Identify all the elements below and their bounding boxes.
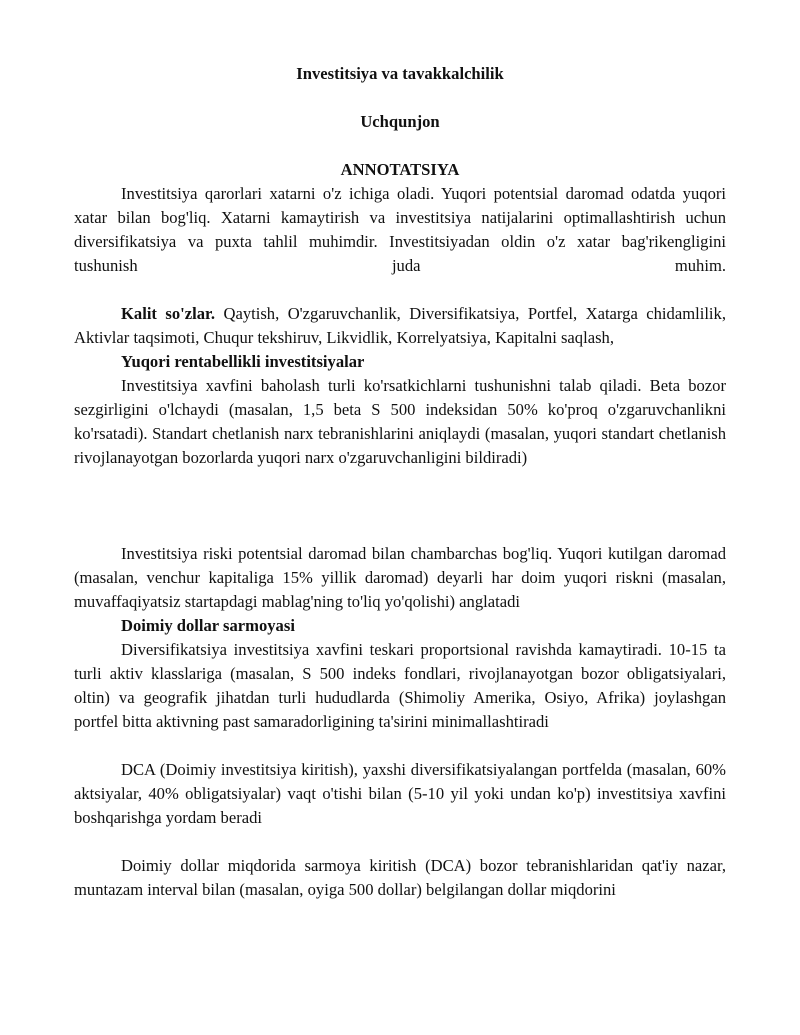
section2-paragraph-2: DCA (Doimiy investitsiya kiritish), yaxshi diversifikatsiyalangan portfelda (masalan, 60% aktsiyalar, 40% obligatsiyalar) vaqt o'tishi bilan (5-10 yil yoki undan ko'p) investitsiya xavfini boshqarishga yordam beradi (74, 760, 726, 827)
section1-paragraph-2: Investitsiya riski potentsial daromad bilan chambarchas bog'liq. Yuqori kutilgan daromad (masalan, venchur kapitaliga 15% yillik daromad) deyarli har doim yuqori riskni (masalan, muvaffaqiyatsiz startapdagi mablag'ning to'liq yo'qolishi) anglatadi (74, 544, 726, 611)
section-heading-dca: Doimiy dollar sarmoyasi (121, 616, 295, 635)
section2-paragraph-3: Doimiy dollar miqdorida sarmoya kiritish (DCA) bozor tebranishlaridan qat'iy nazar, muntazam interval bilan (masalan, oyiga 500 dollar) belgilangan dollar miqdorini (74, 856, 726, 899)
section2-paragraph-1: Diversifikatsiya investitsiya xavfini teskari proportsional ravishda kamaytiradi. 10-15 ta turli aktiv klasslariga (masalan, S 500 indeks fondlari, rivojlanayotgan bozor obligatsiyalari, oltin) va geografik jihatdan turli hududlarda (Shimoliy Amerika, Osiyo, Afrika) joylashgan portfel bitta aktivning past samaradorligining ta'sirini minimallashtiradi (74, 640, 726, 731)
document-page (74, 62, 726, 902)
keywords-paragraph (74, 302, 726, 350)
document-author: Uchqunjon (360, 112, 440, 131)
section-heading-high-return: Yuqori rentabellikli investitsiyalar (121, 352, 365, 371)
keywords-label: Kalit so'zlar. (121, 304, 216, 323)
keywords-text: Qaytish, O'zgaruvchanlik, Diversifikatsiya, Portfel, Xatarga chidamlilik, Aktivlar taqsimoti, Chuqur tekshiruv, Likvidlik, Korrelyatsiya, Kapitalni saqlash, (74, 304, 726, 347)
section1-paragraph-1: Investitsiya xavfini baholash turli ko'rsatkichlarni tushunishni talab qiladi. Beta bozor sezgirligini o'lchaydi (masalan, 1,5 beta S 500 indeksidan 50% ko'proq o'zgaruvchanlikni ko'rsatadi). Standart chetlanish narx tebranishlarini aniqlaydi (masalan, yuqori standart chetlanish rivojlanayotgan bozorlarda yuqori narx o'zgaruvchanligini bildiradi) (74, 376, 726, 467)
annotation-heading: ANNOTATSIYA (340, 160, 460, 179)
annotation-paragraph: Investitsiya qarorlari xatarni o'z ichiga oladi. Yuqori potentsial daromad odatda yuqori xatar bilan bog'liq. Xatarni kamaytirish va investitsiya natijalarini optimallashtirish uchun diversifikatsiya va puxta tahlil muhimdir. Investitsiyadan oldin o'z xatar bag'rikengligini tushunish juda muhim. (74, 184, 726, 275)
document-title: Investitsiya va tavakkalchilik (296, 64, 504, 83)
